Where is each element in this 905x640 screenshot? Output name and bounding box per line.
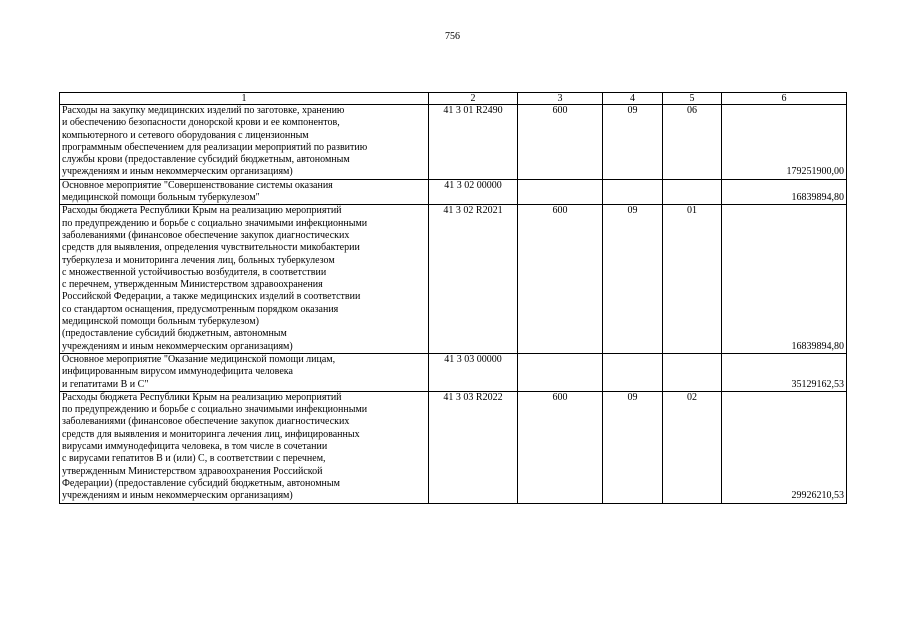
row-amount: 16839894,80 [722,179,847,205]
row-expense-type: 600 [518,205,603,354]
row-expense-type [518,179,603,205]
table-row [60,391,847,503]
row-subsection [663,353,722,391]
row-description: Расходы бюджета Республики Крым на реализацию мероприятий по предупреждению и борьбе с социально значимыми инфекционными заболеваниями (финансовое обеспечение закупок диагностических средств для выявления, определения чувствительности микобактерии туберкулеза и мониторинга лечения лиц, больных туберкулезом с множественной устойчивостью возбудителя, в соответствии с перечнем, утвержденным Министерством здравоохранения Российской Федерации, а также медицинских изделий в соответствии со стандартом оснащения, предусмотренным порядком оказания медицинской помощи больным туберкулезом) (предоставление субсидий бюджетным, автономным учреждениям и иным некоммерческим организациям) [60,205,429,354]
table-header-row [60,93,847,105]
header-col-2: 2 [429,93,518,105]
table-row [60,179,847,205]
row-section: 09 [603,205,663,354]
row-subsection [663,179,722,205]
row-code: 41 3 02 00000 [429,179,518,205]
row-amount: 35129162,53 [722,353,847,391]
row-section [603,353,663,391]
row-expense-type: 600 [518,391,603,503]
budget-table [59,92,847,504]
row-expense-type [518,353,603,391]
header-col-5: 5 [663,93,722,105]
row-description: Основное мероприятие "Совершенствование системы оказания медицинской помощи больным туберкулезом" [60,179,429,205]
table-row [60,205,847,354]
row-code: 41 3 02 R2021 [429,205,518,354]
row-subsection: 02 [663,391,722,503]
row-amount: 16839894,80 [722,205,847,354]
row-section: 09 [603,391,663,503]
row-amount: 29926210,53 [722,391,847,503]
row-expense-type: 600 [518,105,603,180]
header-col-4: 4 [603,93,663,105]
page-number: 756 [445,31,460,42]
row-code: 41 3 03 00000 [429,353,518,391]
table-row [60,353,847,391]
row-subsection: 06 [663,105,722,180]
row-section [603,179,663,205]
row-section: 09 [603,105,663,180]
row-description: Основное мероприятие "Оказание медицинской помощи лицам, инфицированным вирусом иммунодефицита человека и гепатитами В и С" [60,353,429,391]
row-subsection: 01 [663,205,722,354]
header-col-3: 3 [518,93,603,105]
row-amount: 179251900,00 [722,105,847,180]
row-code: 41 3 03 R2022 [429,391,518,503]
table-row [60,105,847,180]
row-description: Расходы бюджета Республики Крым на реализацию мероприятий по предупреждению и борьбе с социально значимыми инфекционными заболеваниями (финансовое обеспечение закупок диагностических средств для выявления и мониторинга лечения лиц, инфицированных вирусами иммунодефицита человека, в том числе в сочетании с вирусами гепатитов В и (или) С, в соответствии с перечнем, утвержденным Министерством здравоохранения Российской Федерации) (предоставление субсидий бюджетным, автономным учреждениям и иным некоммерческим организациям) [60,391,429,503]
row-description: Расходы на закупку медицинских изделий по заготовке, хранению и обеспечению безопасности донорской крови и ее компонентов, компьютерного и сетевого оборудования с лицензионным программным обеспечением для реализации мероприятий по развитию службы крови (предоставление субсидий бюджетным, автономным учреждениям и иным некоммерческим организациям) [60,105,429,180]
row-code: 41 3 01 R2490 [429,105,518,180]
header-col-1: 1 [60,93,429,105]
header-col-6: 6 [722,93,847,105]
